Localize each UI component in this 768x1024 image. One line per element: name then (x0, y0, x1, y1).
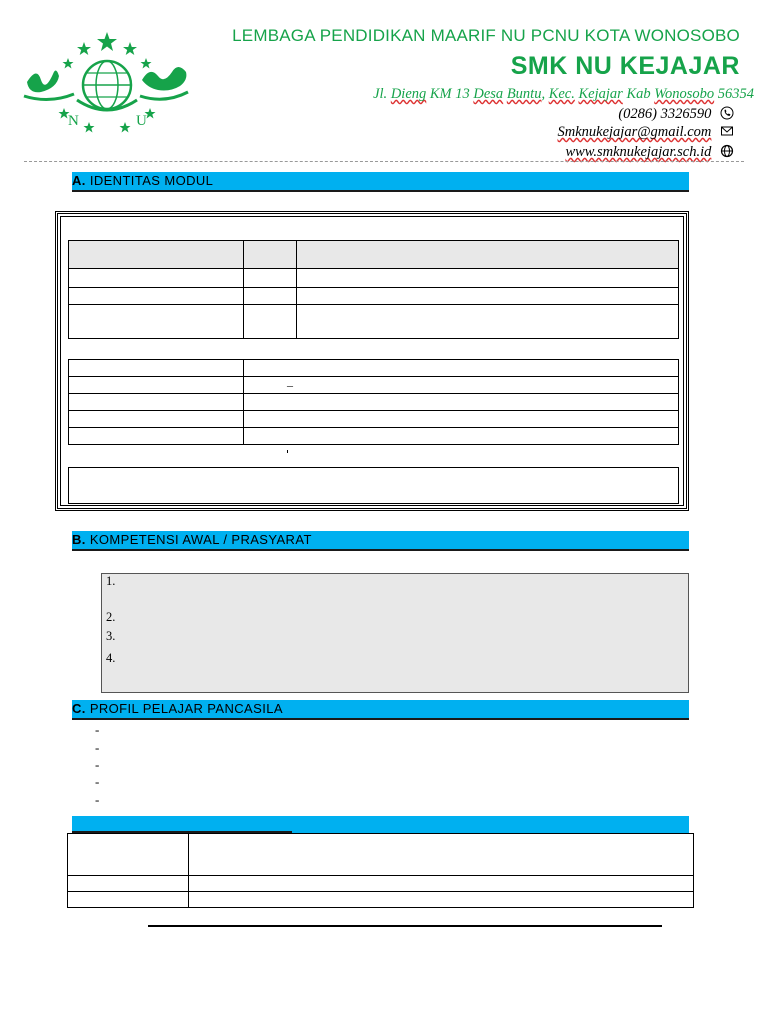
table-cell (69, 269, 244, 288)
section-d-table (67, 833, 694, 908)
identity-notes-box[interactable] (68, 467, 679, 504)
table-cell (69, 288, 244, 305)
table-cell (68, 876, 189, 892)
list-number: 3. (106, 629, 116, 643)
section-b-heading: B. KOMPETENSI AWAL / PRASYARAT (72, 531, 689, 551)
table-cell (244, 428, 679, 445)
table-cell (244, 377, 679, 394)
header-divider (24, 161, 744, 162)
table-cell (244, 288, 297, 305)
identity-table-bottom (68, 359, 679, 445)
table-cell (189, 892, 694, 908)
table-cell (297, 305, 679, 339)
school-website[interactable]: www.smknukejajar.sch.id (565, 144, 734, 161)
school-phone: (0286) 3326590 (618, 106, 734, 123)
list-bullet: - (95, 757, 100, 772)
table-cell (297, 288, 679, 305)
globe-icon (720, 144, 734, 158)
table-cell (69, 428, 244, 445)
table-cell (244, 305, 297, 339)
separator-dash: – (287, 378, 293, 392)
table-cell (69, 411, 244, 428)
table-cell (189, 834, 694, 876)
table-cell (189, 876, 694, 892)
list-bullet: - (95, 792, 100, 807)
table-cell (244, 411, 679, 428)
section-c-heading: C. PROFIL PELAJAR PANCASILA (72, 700, 689, 720)
school-logo (22, 30, 192, 135)
table-cell (68, 892, 189, 908)
identity-table-top (68, 240, 679, 339)
svg-text:N: N (68, 113, 79, 129)
list-number: 1. (106, 574, 116, 588)
table-cell (69, 394, 244, 411)
signature-line (148, 925, 662, 927)
table-cell (69, 241, 244, 269)
school-name: SMK NU KEJAJAR (510, 52, 740, 80)
table-cell (69, 360, 244, 377)
table-cell (297, 269, 679, 288)
table-cell (69, 305, 244, 339)
table-cell (68, 834, 189, 876)
table-cell (244, 394, 679, 411)
list-number: 2. (106, 610, 116, 624)
institution-name: LEMBAGA PENDIDIKAN MAARIF NU PCNU KOTA WONOSOBO (232, 26, 740, 45)
list-number: 4. (106, 651, 116, 665)
list-bullet: - (95, 774, 100, 789)
section-a-heading: A. IDENTITAS MODUL (72, 172, 689, 192)
prerequisite-list-box[interactable] (101, 573, 689, 693)
table-cell (244, 360, 679, 377)
list-bullet: - (95, 740, 100, 755)
school-email[interactable]: Smknukejajar@gmail.com (557, 124, 734, 141)
mail-icon (720, 124, 734, 138)
table-cell (244, 241, 297, 269)
table-cell (297, 241, 679, 269)
school-address: Jl. Dieng KM 13 Desa Buntu, Kec. Kejajar Kab Wonosobo 56354 (373, 86, 754, 102)
module-identity-box (55, 211, 689, 511)
svg-text:U: U (136, 113, 147, 129)
phone-icon (720, 106, 734, 120)
list-bullet: - (95, 722, 100, 737)
table-cell (69, 377, 244, 394)
table-cell (244, 269, 297, 288)
